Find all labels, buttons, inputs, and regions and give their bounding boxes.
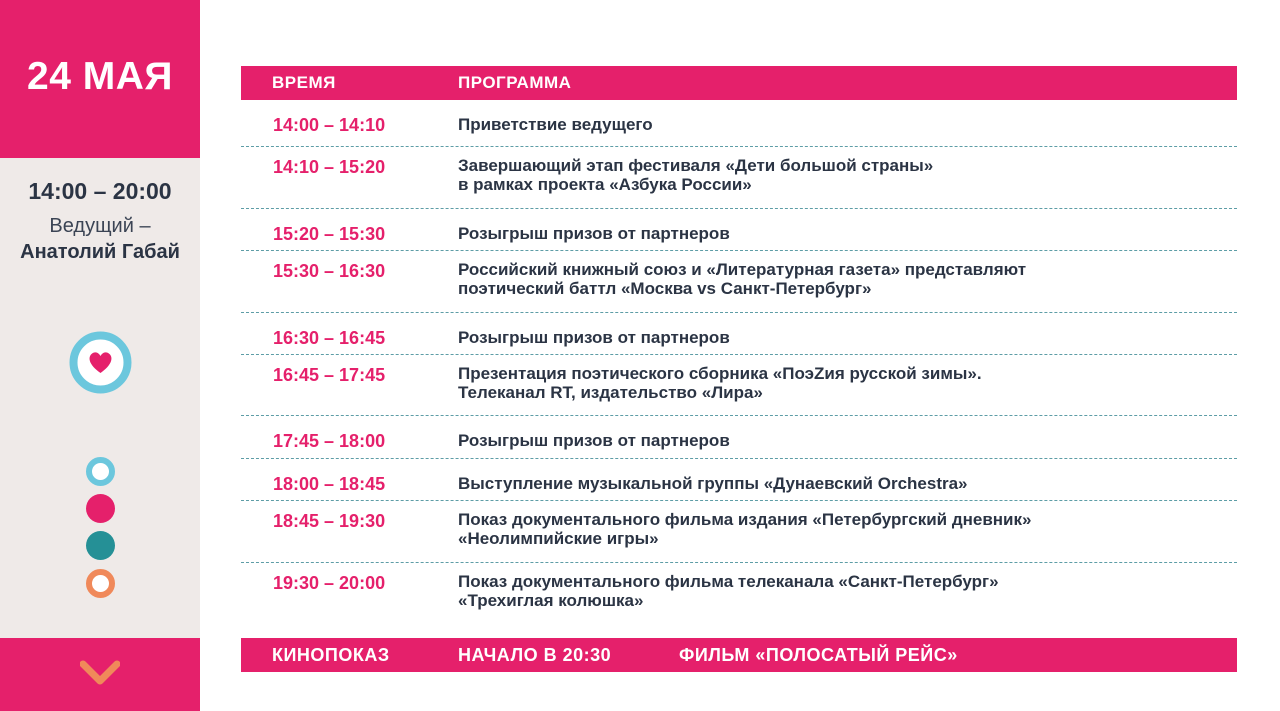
- row-time: 14:10 – 15:20: [273, 157, 386, 177]
- schedule-row: [241, 147, 1237, 209]
- program-line: «Трехиглая колюшка»: [458, 591, 644, 610]
- row-time: 15:30 – 16:30: [273, 261, 386, 281]
- movie-title: ФИЛЬМ «ПОЛОСАТЫЙ РЕЙС»: [679, 645, 958, 665]
- row-time: 17:45 – 18:00: [273, 431, 386, 451]
- row-time: 16:30 – 16:45: [273, 328, 386, 348]
- program-line: Розыгрыш призов от партнеров: [458, 431, 730, 450]
- row-program: [458, 156, 933, 194]
- row-time: 14:00 – 14:10: [273, 115, 386, 135]
- program-line: Приветствие ведущего: [458, 115, 653, 134]
- program-line: Розыгрыш призов от партнеров: [458, 224, 730, 243]
- program-line: Презентация поэтического сборника «ПоэZия русской зимы».: [458, 364, 982, 383]
- program-line: в рамках проекта «Азбука России»: [458, 175, 752, 194]
- program-line: Завершающий этап фестиваля «Дети большой страны»: [458, 156, 934, 175]
- program-line: Телеканал RT, издательство «Лира»: [458, 383, 763, 402]
- schedule-header: [241, 66, 1237, 100]
- decor-dot-light-blue: [86, 457, 115, 486]
- row-time: 16:45 – 17:45: [273, 365, 386, 385]
- row-program: [458, 364, 982, 402]
- decor-dot-orange: [86, 569, 115, 598]
- movie-start-time: НАЧАЛО В 20:30: [458, 645, 612, 665]
- date-banner: [0, 0, 200, 158]
- event-date: 24 МАЯ: [27, 55, 173, 98]
- schedule-row: [241, 501, 1237, 563]
- schedule-row: [241, 100, 1237, 147]
- heart-icon: [69, 331, 132, 394]
- event-time-range: 14:00 – 20:00: [28, 178, 172, 204]
- row-program: [458, 260, 1026, 298]
- movie-label: КИНОПОКАЗ: [272, 645, 390, 665]
- decor-dot-pink: [86, 494, 115, 523]
- row-program: [458, 115, 653, 134]
- program-line: Показ документального фильма издания «Петербургский дневник»: [458, 510, 1032, 529]
- row-time: 18:00 – 18:45: [273, 474, 386, 494]
- row-time: 18:45 – 19:30: [273, 511, 386, 531]
- host-name: Анатолий Габай: [20, 241, 180, 263]
- row-program: [458, 474, 968, 493]
- schedule-row: [241, 355, 1237, 416]
- chevron-down-icon: [80, 660, 120, 688]
- row-program: [458, 510, 1031, 548]
- schedule-row: [241, 313, 1237, 355]
- program-line: Выступление музыкальной группы «Дунаевский Orchestra»: [458, 474, 968, 493]
- header-program: ПРОГРАММА: [458, 73, 572, 92]
- row-program: [458, 431, 730, 450]
- program-line: поэтический баттл «Москва vs Санкт-Петербург»: [458, 279, 872, 298]
- row-program: [458, 572, 999, 610]
- program-line: Розыгрыш призов от партнеров: [458, 328, 730, 347]
- schedule-row: [241, 209, 1237, 251]
- host-label: Ведущий –: [49, 215, 151, 237]
- row-program: [458, 328, 730, 347]
- schedule-row: [241, 459, 1237, 501]
- header-time: ВРЕМЯ: [272, 73, 336, 92]
- row-program: [458, 224, 730, 243]
- schedule-row: [241, 563, 1237, 613]
- decor-dot-teal: [86, 531, 115, 560]
- row-time: 19:30 – 20:00: [273, 573, 386, 593]
- schedule-row: [241, 251, 1237, 313]
- row-time: 15:20 – 15:30: [273, 224, 386, 244]
- program-line: Показ документального фильма телеканала «Санкт-Петербург»: [458, 572, 999, 591]
- program-line: Российский книжный союз и «Литературная газета» представляют: [458, 260, 1027, 279]
- schedule-row: [241, 416, 1237, 459]
- movie-banner: [241, 638, 1237, 672]
- program-line: «Неолимпийские игры»: [458, 529, 659, 548]
